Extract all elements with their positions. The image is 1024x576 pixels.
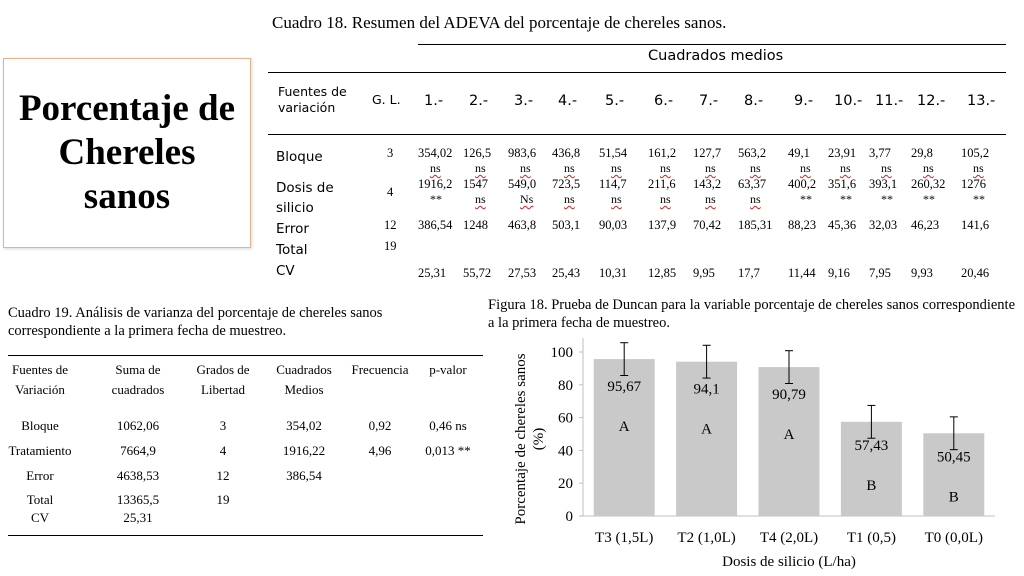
y-tick-label: 80 (558, 377, 573, 394)
value-cell: 436,8 (552, 146, 581, 160)
value-cell: 17,7 (738, 266, 760, 280)
duncan-group-label: B (948, 489, 959, 506)
table-cell: 12 (216, 468, 230, 483)
column-header: 10.- (834, 93, 863, 109)
title-box (3, 58, 251, 248)
column-header: 11.- (875, 93, 904, 109)
slide-title (19, 87, 235, 219)
header-line: Variación (15, 382, 65, 397)
value-cell: 141,6 (961, 218, 990, 232)
data-label: 90,79 (772, 387, 806, 404)
column-header (0, 360, 90, 400)
value-cell: 20,46 (961, 266, 990, 280)
significance-cell: ns (475, 192, 486, 206)
header-line: variación (278, 100, 336, 115)
value-cell: 9,95 (693, 266, 715, 280)
y-tick-label: 0 (565, 509, 573, 525)
data-label: 57,43 (854, 437, 889, 454)
value-cell: 63,37 (738, 177, 767, 191)
table-cell: Error (26, 468, 54, 483)
header-line: Medios (284, 382, 324, 397)
duncan-bar-chart (495, 330, 1015, 576)
value-cell: 7,95 (869, 266, 891, 280)
value-cell: 1916,2 (418, 177, 453, 191)
duncan-group-label: A (783, 427, 795, 444)
significance-cell: ** (973, 192, 985, 206)
value-cell: 354,02 (418, 146, 453, 160)
significance-cell: ** (800, 192, 812, 206)
data-label: 95,67 (607, 379, 642, 396)
value-cell: 161,2 (648, 146, 677, 160)
header-fuentes (278, 84, 347, 116)
table-cell: 7664,9 (120, 443, 156, 458)
value-cell: 9,16 (828, 266, 850, 280)
table-rule (418, 44, 1006, 45)
value-cell: 10,31 (599, 266, 628, 280)
chart-svg (495, 330, 1015, 576)
significance-cell: ** (430, 192, 442, 206)
value-cell: 260,32 (911, 177, 946, 191)
row-label: Bloque (276, 149, 323, 165)
value-cell: 105,2 (961, 146, 990, 160)
table-rule (268, 134, 1006, 135)
cuadro18-caption: Cuadro 18. Resumen del ADEVA del porcentaje de chereles sanos. (272, 13, 727, 32)
value-cell: 463,8 (508, 218, 537, 232)
value-cell: 393,1 (869, 177, 898, 191)
significance-cell: Ns (520, 192, 534, 206)
header-line: Suma de (115, 362, 161, 377)
column-header: 8.- (744, 93, 764, 109)
value-cell: 11,44 (788, 266, 816, 280)
table-cell: 3 (219, 418, 227, 433)
value-cell: 211,6 (648, 177, 676, 191)
header-line: Frecuencia (351, 362, 409, 377)
column-header: 2.- (469, 93, 489, 109)
y-tick-label: 60 (558, 410, 573, 427)
table-cell: 4638,53 (116, 468, 160, 483)
table-cell: 0,46 ns (429, 418, 467, 433)
column-header: 12.- (917, 93, 946, 109)
value-cell: 27,53 (508, 266, 537, 280)
significance-cell: ns (881, 161, 892, 175)
value-cell: 32,03 (869, 218, 898, 232)
value-cell: 29,8 (911, 146, 933, 160)
super-header: Cuadrados medios (648, 48, 784, 64)
x-tick-label: T3 (1,5L) (595, 530, 654, 546)
value-cell: 503,1 (552, 218, 581, 232)
value-cell: 49,1 (788, 146, 810, 160)
y-tick-label: 40 (558, 443, 573, 460)
title-line: Chereles (58, 132, 196, 173)
duncan-group-label: B (866, 477, 877, 494)
x-tick-label: T0 (0,0L) (924, 530, 983, 546)
value-cell: 185,31 (738, 218, 773, 232)
header-gl: G. L. (372, 92, 401, 107)
significance-cell: ns (564, 161, 575, 175)
significance-cell: ns (705, 192, 716, 206)
header-line: Fuentes de (12, 362, 68, 377)
table-cell: 4,96 (368, 443, 392, 458)
value-cell: 90,03 (599, 218, 628, 232)
column-header (398, 360, 498, 380)
table-cell: 25,31 (123, 510, 153, 525)
x-axis-label: Dosis de silicio (L/ha) (722, 554, 856, 570)
column-header: 6.- (654, 93, 674, 109)
column-header: 9.- (794, 93, 814, 109)
duncan-group-label: A (618, 419, 630, 436)
value-cell: 1547 (463, 177, 488, 191)
significance-cell: ns (430, 161, 441, 175)
title-line: Porcentaje de (18, 88, 236, 129)
y-axis-label (513, 353, 547, 524)
value-cell: 400,2 (788, 177, 817, 191)
header-line: Grados de (196, 362, 250, 377)
significance-cell: ns (750, 192, 761, 206)
value-cell: 9,93 (911, 266, 933, 280)
table-cell: 13365,5 (116, 492, 160, 507)
value-cell: 1276 (961, 177, 986, 191)
value-cell: 12,85 (648, 266, 677, 280)
row-label: Error (276, 221, 309, 237)
significance-cell: ns (564, 192, 575, 206)
table-cell: 0,013 ** (425, 443, 471, 458)
cuadro19-caption: Cuadro 19. Análisis de varianza del porcentaje de chereles sanos correspondiente a la primera fecha de muestreo. (8, 305, 383, 339)
significance-cell: ns (475, 161, 486, 175)
value-cell: 351,6 (828, 177, 857, 191)
table-cell: 4 (219, 443, 227, 458)
table-rule (8, 355, 483, 356)
header-line: Fuentes de (278, 84, 347, 99)
table-cell: 19 (216, 492, 230, 507)
significance-cell: ns (520, 161, 531, 175)
column-header: 7.- (699, 93, 719, 109)
data-label: 50,45 (936, 449, 971, 466)
duncan-group-label: A (701, 421, 713, 438)
header-line: Cuadrados (276, 362, 332, 377)
value-cell: 3,77 (869, 146, 891, 160)
title-line: sanos (83, 176, 171, 217)
table-rule (268, 72, 1006, 73)
significance-cell: ns (800, 161, 811, 175)
table-cell: Bloque (21, 418, 59, 433)
significance-cell: ns (611, 192, 622, 206)
column-header: 1.- (424, 93, 444, 109)
row-label: silicio (276, 200, 314, 216)
value-cell: 386,54 (418, 218, 453, 232)
column-header: 5.- (605, 93, 625, 109)
value-cell: 137,9 (648, 218, 677, 232)
significance-cell: ns (840, 161, 851, 175)
value-cell: 25,43 (552, 266, 581, 280)
significance-cell: ** (881, 192, 893, 206)
value-cell: 25,31 (418, 266, 447, 280)
gl-cell: 3 (387, 146, 394, 160)
table-rule (8, 535, 483, 536)
value-cell: 563,2 (738, 146, 767, 160)
x-tick-label: T2 (1,0L) (677, 530, 736, 546)
figura18-caption: Figura 18. Prueba de Duncan para la variable porcentaje de chereles sanos correspondiente a la primera fecha de muestreo. (488, 297, 1016, 331)
cuadro19-table (8, 355, 483, 537)
significance-cell: ** (923, 192, 935, 206)
significance-cell: ns (973, 161, 984, 175)
value-cell: 549,0 (508, 177, 537, 191)
value-cell: 45,36 (828, 218, 857, 232)
header-line: cuadrados (111, 382, 165, 397)
row-label: CV (276, 263, 295, 279)
y-tick-label: 20 (558, 476, 573, 493)
value-cell: 723,5 (552, 177, 581, 191)
table-cell: CV (30, 510, 50, 525)
value-cell: 55,72 (463, 266, 492, 280)
x-tick-label: T4 (2,0L) (759, 530, 819, 546)
column-header: 3.- (514, 93, 534, 109)
value-cell: 126,5 (463, 146, 492, 160)
table-cell: 1916,22 (282, 443, 326, 458)
value-cell: 143,2 (693, 177, 722, 191)
table-cell: 386,54 (286, 468, 322, 483)
y-tick-label: 100 (550, 345, 573, 361)
value-cell: 88,23 (788, 218, 817, 232)
value-cell: 983,6 (508, 146, 537, 160)
header-line: Libertad (200, 382, 246, 397)
gl-cell: 19 (384, 239, 397, 253)
column-header: 4.- (558, 93, 578, 109)
significance-cell: ns (611, 161, 622, 175)
value-cell: 114,7 (599, 177, 627, 191)
value-cell: 23,91 (828, 146, 857, 160)
table-cell: Total (26, 492, 54, 507)
table-cell: 0,92 (368, 418, 392, 433)
header-line: p-valor (429, 362, 467, 377)
cuadro18-table (268, 40, 1006, 280)
significance-cell: ns (705, 161, 716, 175)
value-cell: 51,54 (599, 146, 628, 160)
gl-cell: 12 (384, 218, 397, 232)
table-cell: 354,02 (286, 418, 322, 433)
y-axis-label-line: Porcentaje de chereles sanos (513, 353, 529, 525)
significance-cell: ns (923, 161, 934, 175)
table-cell: 1062,06 (116, 418, 160, 433)
table-cell: Tratamiento (8, 443, 72, 458)
column-header: 13.- (967, 93, 996, 109)
x-tick-label: T1 (0,5) (846, 530, 896, 546)
gl-cell: 4 (387, 185, 394, 199)
value-cell: 70,42 (693, 218, 722, 232)
y-axis-label-line: (%) (531, 427, 547, 451)
data-label: 94,1 (693, 381, 720, 398)
row-label: Dosis de (276, 180, 334, 196)
value-cell: 1248 (463, 218, 488, 232)
significance-cell: ns (660, 192, 671, 206)
significance-cell: ** (840, 192, 852, 206)
significance-cell: ns (750, 161, 761, 175)
value-cell: 46,23 (911, 218, 940, 232)
significance-cell: ns (660, 161, 671, 175)
value-cell: 127,7 (693, 146, 722, 160)
row-label: Total (276, 242, 308, 258)
